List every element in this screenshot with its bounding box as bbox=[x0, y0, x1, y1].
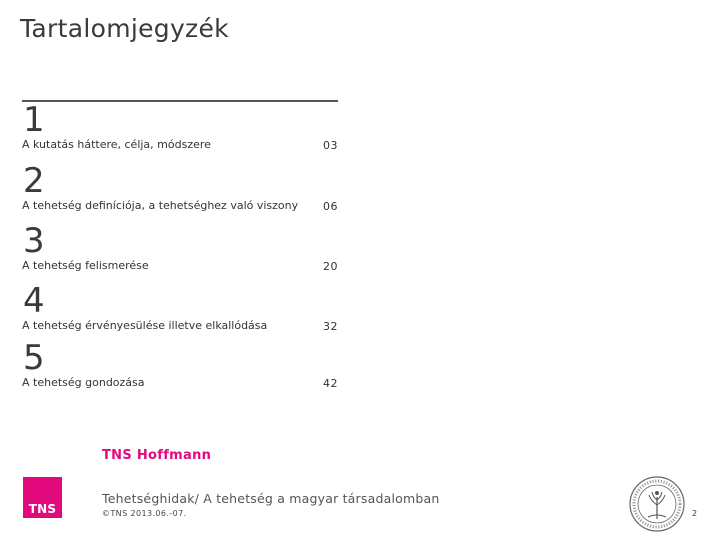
footer-subtitle: Tehetséghidak/ A tehetség a magyar társadalomban bbox=[102, 491, 440, 506]
table-of-contents bbox=[22, 100, 338, 399]
logo-text: TNS bbox=[28, 502, 57, 516]
toc-page-number: 03 bbox=[323, 139, 338, 152]
toc-item-4[interactable] bbox=[22, 281, 338, 338]
toc-page-number: 32 bbox=[323, 320, 338, 333]
toc-number: 3 bbox=[23, 221, 45, 261]
toc-number: 1 bbox=[23, 100, 45, 140]
toc-page-number: 06 bbox=[323, 200, 338, 213]
toc-item-3[interactable] bbox=[22, 221, 338, 281]
page-number: 2 bbox=[692, 509, 698, 518]
toc-page-number: 42 bbox=[323, 377, 338, 390]
divider bbox=[22, 100, 338, 102]
toc-item-5[interactable] bbox=[22, 338, 338, 399]
seal-icon bbox=[628, 475, 686, 533]
toc-number: 5 bbox=[23, 338, 45, 378]
toc-number: 4 bbox=[23, 281, 45, 321]
toc-page-number: 20 bbox=[323, 260, 338, 273]
page-title: Tartalomjegyzék bbox=[20, 14, 229, 43]
tns-logo bbox=[23, 477, 62, 518]
toc-label: A kutatás háttere, célja, módszere bbox=[22, 138, 211, 151]
toc-label: A tehetség érvényesülése illetve elkallódása bbox=[22, 319, 268, 332]
toc-item-1[interactable] bbox=[22, 100, 338, 161]
toc-label: A tehetség gondozása bbox=[22, 376, 145, 389]
toc-item-2[interactable] bbox=[22, 161, 338, 221]
toc-label: A tehetség felismerése bbox=[22, 259, 149, 272]
toc-number: 2 bbox=[23, 161, 45, 201]
footer-company: TNS Hoffmann bbox=[102, 448, 212, 463]
toc-label: A tehetség definíciója, a tehetséghez való viszony bbox=[22, 199, 299, 212]
footer-copyright: ©TNS 2013.06.-07. bbox=[102, 509, 187, 518]
